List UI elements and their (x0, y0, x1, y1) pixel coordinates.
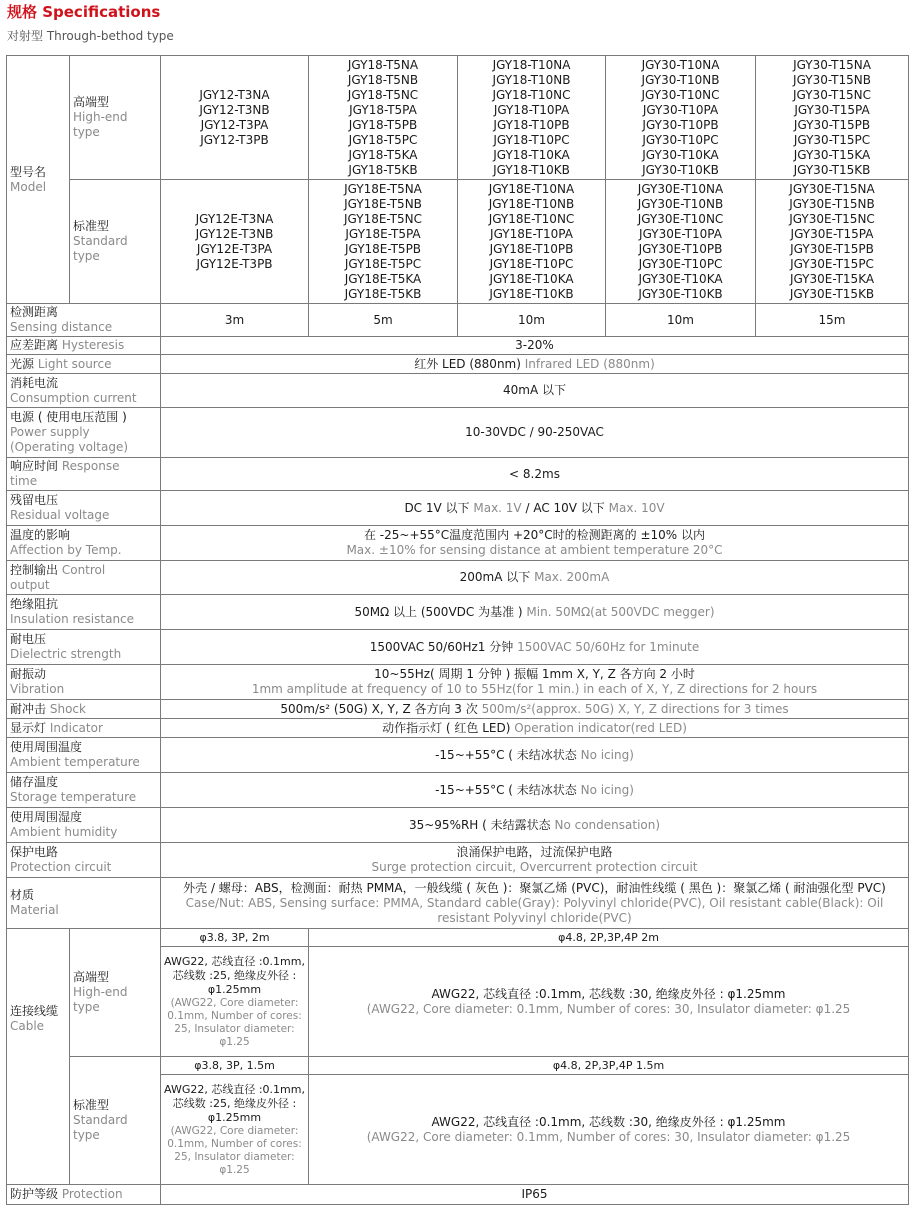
model-std-label: 标准型 Standard type (70, 180, 161, 304)
model-cell: JGY30E-T15NA JGY30E-T15NB JGY30E-T15NC JGY30E-T15PA JGY30E-T15PB JGY30E-T15PC JGY30E-T15KA JGY30E-T15KB (756, 180, 909, 304)
hysteresis-row (7, 337, 909, 355)
light-source-row (7, 355, 909, 374)
ambient-humidity-value: 35~95%RH ( 未结露状态 No condensation) (161, 808, 909, 843)
temp-affection-value: 在 -25~+55°C温度范围内 +20°C时的检测距离的 ±10% 以内 Max. ±10% for sensing distance at ambient temperature 20°C (161, 526, 909, 561)
storage-temperature-row (7, 773, 909, 808)
protection-circuit-label: 保护电路 Protection circuit (7, 843, 161, 878)
light-source-value: 红外 LED (880nm) Infrared LED (880nm) (161, 355, 909, 374)
power-supply-label: 电源 ( 使用电压范围 ) Power supply (Operating voltage) (7, 408, 161, 458)
cable-label: 连接线缆 Cable (7, 929, 70, 1185)
sensing-value: 15m (756, 304, 909, 337)
protection-circuit-value: 浪涌保护电路，过流保护电路 Surge protection circuit, Overcurrent protection circuit (161, 843, 909, 878)
model-cell: JGY12E-T3NA JGY12E-T3NB JGY12E-T3PA JGY12E-T3PB (161, 180, 309, 304)
temp-affection-label: 温度的影响 Affection by Temp. (7, 526, 161, 561)
cable-spec-large: φ4.8, 2P,3P,4P 2m (309, 929, 909, 947)
ambient-temperature-row (7, 738, 909, 773)
vibration-value: 10~55Hz( 周期 1 分钟 ) 振幅 1mm X, Y, Z 各方向 2 小时 1mm amplitude at frequency of 10 to 55Hz(for 1 min.) in each of X, Y, Z directions for 2 hours (161, 665, 909, 700)
ambient-temperature-value: -15~+55°C ( 未结冰状态 No icing) (161, 738, 909, 773)
cable-awg-large: AWG22, 芯线直径 :0.1mm, 芯线数 :30, 绝缘皮外径 : φ1.25mm (AWG22, Core diameter: 0.1mm, Number of cores: 30, Insulator diameter: φ1.25 (309, 1075, 909, 1185)
model-row-high (7, 56, 909, 180)
cable-awg-small: AWG22, 芯线直径 :0.1mm, 芯线数 :25, 绝缘皮外径 : φ1.25mm (AWG22, Core diameter: 0.1mm, Number of cores: 25, Insulator diameter: φ1.25 (161, 1075, 309, 1185)
residual-voltage-row (7, 491, 909, 526)
model-high-label: 高端型 High-end type (70, 56, 161, 180)
consumption-current-label: 消耗电流 Consumption current (7, 374, 161, 408)
ambient-humidity-label: 使用周围湿度 Ambient humidity (7, 808, 161, 843)
shock-value: 500m/s² (50G) X, Y, Z 各方向 3 次 500m/s²(approx. 50G) X, Y, Z directions for 3 times (161, 700, 909, 719)
header (7, 0, 174, 45)
model-cell: JGY12-T3NA JGY12-T3NB JGY12-T3PA JGY12-T3PB (161, 56, 309, 180)
shock-row (7, 700, 909, 719)
model-cell: JGY30E-T10NA JGY30E-T10NB JGY30E-T10NC JGY30E-T10PA JGY30E-T10PB JGY30E-T10PC JGY30E-T10KA JGY30E-T10KB (606, 180, 756, 304)
dielectric-strength-label: 耐电压 Dielectric strength (7, 630, 161, 665)
residual-voltage-value: DC 1V 以下 Max. 1V / AC 10V 以下 Max. 10V (161, 491, 909, 526)
residual-voltage-label: 残留电压 Residual voltage (7, 491, 161, 526)
model-cell: JGY18E-T5NA JGY18E-T5NB JGY18E-T5NC JGY18E-T5PA JGY18E-T5PB JGY18E-T5PC JGY18E-T5KA JGY18E-T5KB (309, 180, 458, 304)
material-row (7, 878, 909, 929)
cable-spec-small: φ3.8, 3P, 1.5m (161, 1057, 309, 1075)
model-label: 型号名 Model (7, 56, 70, 304)
sensing-label: 检测距离 Sensing distance (7, 304, 161, 337)
model-cell: JGY30-T10NA JGY30-T10NB JGY30-T10NC JGY30-T10PA JGY30-T10PB JGY30-T10PC JGY30-T10KA JGY30-T10KB (606, 56, 756, 180)
cable-std-spec-row (7, 1057, 909, 1075)
response-time-value: < 8.2ms (161, 458, 909, 491)
consumption-current-row (7, 374, 909, 408)
material-label: 材质 Material (7, 878, 161, 929)
hysteresis-value: 3-20% (161, 337, 909, 355)
material-value: 外壳 / 螺母：ABS，检测面：耐热 PMMA，一般线缆 ( 灰色 )：聚氯乙烯 (PVC)，耐油性线缆 ( 黑色 )：聚氯乙烯 ( 耐油强化型 PVC) Case/Nut: ABS, Sensing surface: PMMA, Standard cable(Gray): Polyvinyl chloride(PVC), Oil resistant cable(Black): Oil resistant Polyvinyl chloride(PVC) (161, 878, 909, 929)
protection-circuit-row (7, 843, 909, 878)
page-subtitle: 对射型 Through-bethod type (7, 29, 174, 43)
light-source-label: 光源 Light source (7, 355, 161, 374)
insulation-resistance-row (7, 595, 909, 630)
indicator-label: 显示灯 Indicator (7, 719, 161, 738)
cable-high-label: 高端型 High-end type (70, 929, 161, 1057)
cable-spec-large: φ4.8, 2P,3P,4P 1.5m (309, 1057, 909, 1075)
power-supply-row (7, 408, 909, 458)
shock-label: 耐冲击 Shock (7, 700, 161, 719)
control-output-label: 控制输出 Control output (7, 561, 161, 595)
ambient-temperature-label: 使用周围温度 Ambient temperature (7, 738, 161, 773)
insulation-resistance-label: 绝缘阻抗 Insulation resistance (7, 595, 161, 630)
hysteresis-label: 应差距离 Hysteresis (7, 337, 161, 355)
insulation-resistance-value: 50MΩ 以上 (500VDC 为基准 ) Min. 50MΩ(at 500VDC megger) (161, 595, 909, 630)
response-time-label: 响应时间 Response time (7, 458, 161, 491)
protection-row (7, 1185, 909, 1205)
control-output-row (7, 561, 909, 595)
power-supply-value: 10-30VDC / 90-250VAC (161, 408, 909, 458)
storage-temperature-value: -15~+55°C ( 未结冰状态 No icing) (161, 773, 909, 808)
model-cell: JGY18-T5NA JGY18-T5NB JGY18-T5NC JGY18-T5PA JGY18-T5PB JGY18-T5PC JGY18-T5KA JGY18-T5KB (309, 56, 458, 180)
dielectric-strength-row (7, 630, 909, 665)
model-row-std (7, 180, 909, 304)
sensing-value: 3m (161, 304, 309, 337)
cable-high-spec-row (7, 929, 909, 947)
model-cell: JGY30-T15NA JGY30-T15NB JGY30-T15NC JGY30-T15PA JGY30-T15PB JGY30-T15PC JGY30-T15KA JGY30-T15KB (756, 56, 909, 180)
response-time-row (7, 458, 909, 491)
cable-awg-large: AWG22, 芯线直径 :0.1mm, 芯线数 :30, 绝缘皮外径 : φ1.25mm (AWG22, Core diameter: 0.1mm, Number of cores: 30, Insulator diameter: φ1.25 (309, 947, 909, 1057)
spec-table (6, 55, 909, 1205)
sensing-value: 5m (309, 304, 458, 337)
model-cell: JGY18-T10NA JGY18-T10NB JGY18-T10NC JGY18-T10PA JGY18-T10PB JGY18-T10PC JGY18-T10KA JGY18-T10KB (458, 56, 606, 180)
protection-value: IP65 (161, 1185, 909, 1205)
indicator-row (7, 719, 909, 738)
cable-spec-small: φ3.8, 3P, 2m (161, 929, 309, 947)
sensing-value: 10m (458, 304, 606, 337)
ambient-humidity-row (7, 808, 909, 843)
dielectric-strength-value: 1500VAC 50/60Hz1 分钟 1500VAC 50/60Hz for 1minute (161, 630, 909, 665)
storage-temperature-label: 储存温度 Storage temperature (7, 773, 161, 808)
cable-std-label: 标准型 Standard type (70, 1057, 161, 1185)
control-output-value: 200mA 以下 Max. 200mA (161, 561, 909, 595)
indicator-value: 动作指示灯 ( 红色 LED) Operation indicator(red LED) (161, 719, 909, 738)
consumption-current-value: 40mA 以下 (161, 374, 909, 408)
model-cell: JGY18E-T10NA JGY18E-T10NB JGY18E-T10NC JGY18E-T10PA JGY18E-T10PB JGY18E-T10PC JGY18E-T10KA JGY18E-T10KB (458, 180, 606, 304)
page-title: 规格 Specifications (7, 3, 161, 21)
sensing-value: 10m (606, 304, 756, 337)
protection-label: 防护等级 Protection (7, 1185, 161, 1205)
sensing-row (7, 304, 909, 337)
cable-awg-small: AWG22, 芯线直径 :0.1mm, 芯线数 :25, 绝缘皮外径 : φ1.25mm (AWG22, Core diameter: 0.1mm, Number of cores: 25, Insulator diameter: φ1.25 (161, 947, 309, 1057)
temp-affection-row (7, 526, 909, 561)
vibration-row (7, 665, 909, 700)
vibration-label: 耐振动 Vibration (7, 665, 161, 700)
